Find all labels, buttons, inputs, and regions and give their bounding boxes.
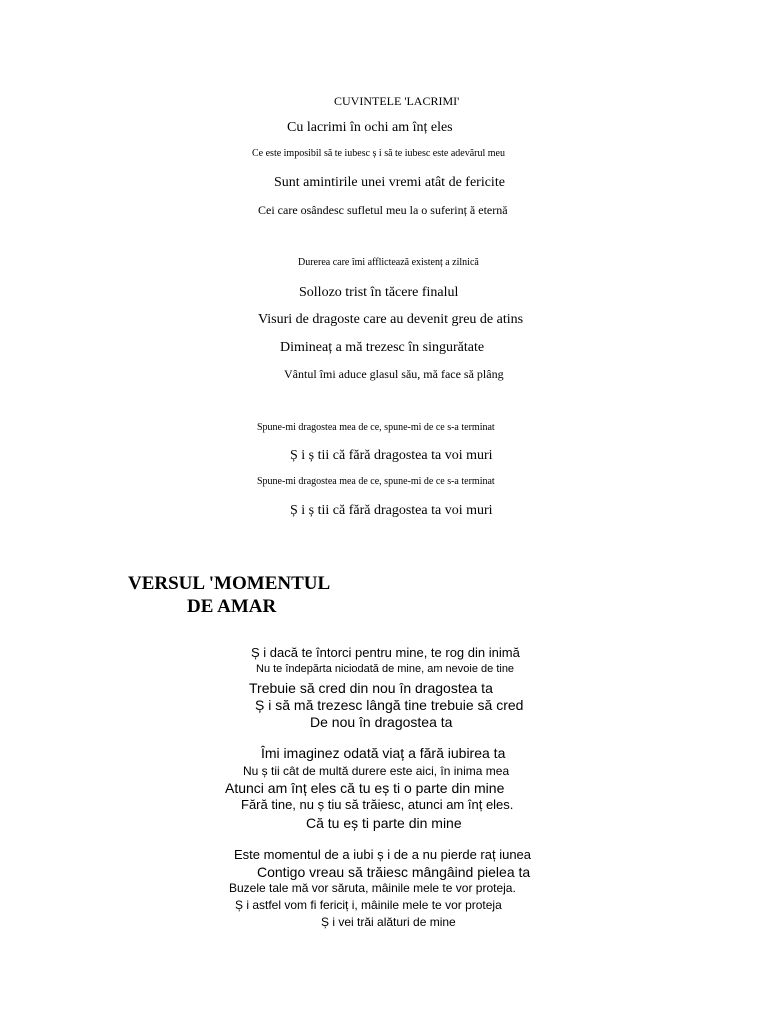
poem2-title-line-1: VERSUL 'MOMENTUL [128,573,331,594]
poem2-line-4: Ș i să mă trezesc lângă tine trebuie să cred [255,697,524,713]
poem2-title-line-2: DE AMAR [187,596,277,617]
poem1-line-3: Sunt amintirile unei vremi atât de fericite [274,175,505,190]
poem2-line-15: Ș i vei trăi alături de mine [321,915,456,929]
poem2-line-9: Fără tine, nu ș tiu să trăiesc, atunci am înț eles. [241,797,514,812]
poem2-line-7: Nu ș tii cât de multă durere este aici, în inima mea [243,764,510,778]
poem2-line-2: Nu te îndepărta niciodată de mine, am nevoie de tine [256,663,515,675]
poem1-line-6: Sollozo trist în tăcere finalul [299,285,459,300]
poem2-line-1: Ș i dacă te întorci pentru mine, te rog din inimă [251,645,520,660]
poem2-line-3: Trebuie să cred din nou în dragostea ta [249,680,493,696]
poem1-line-4: Cei care osândesc sufletul meu la o suferinț ă eternă [258,203,508,217]
poem1-line-2: Ce este imposibil să te iubesc ș i să te iubesc este adevărul meu [252,148,505,159]
poem2-line-12: Contigo vreau să trăiesc mângâind pielea ta [257,864,531,880]
poem2-line-10: Că tu eș ti parte din mine [306,815,462,831]
poem1-line-13: Ș i ș tii că fără dragostea ta voi muri [290,503,493,518]
poem1-line-12: Spune-mi dragostea mea de ce, spune-mi de ce s-a terminat [257,476,495,487]
poem1-line-8: Dimineaț a mă trezesc în singurătate [280,340,485,355]
poem1-line-11: Ș i ș tii că fără dragostea ta voi muri [290,448,493,463]
poem1-line-9: Vântul îmi aduce glasul său, mă face să plâng [284,367,504,381]
poem2-line-6: Îmi imaginez odată viaț a fără iubirea ta [261,745,506,761]
poem1-title: CUVINTELE 'LACRIMI' [334,94,460,108]
poem2-line-14: Ș i astfel vom fi fericiț i, mâinile mele te vor proteja [235,898,502,912]
poem1-line-1: Cu lacrimi în ochi am înț eles [287,120,453,135]
poem2-line-5: De nou în dragostea ta [310,714,453,730]
poem1-line-7: Visuri de dragoste care au devenit greu de atins [258,312,524,327]
poem2-line-8: Atunci am înț eles că tu eș ti o parte din mine [225,780,505,796]
poem1-line-5: Durerea care îmi afflictează existenț a zilnică [298,257,479,268]
poem2-line-13: Buzele tale mă vor săruta, mâinile mele te vor proteja. [229,881,516,895]
poem1-line-10: Spune-mi dragostea mea de ce, spune-mi de ce s-a terminat [257,422,495,433]
poem2-line-11: Este momentul de a iubi ș i de a nu pierde raț iunea [234,847,532,862]
